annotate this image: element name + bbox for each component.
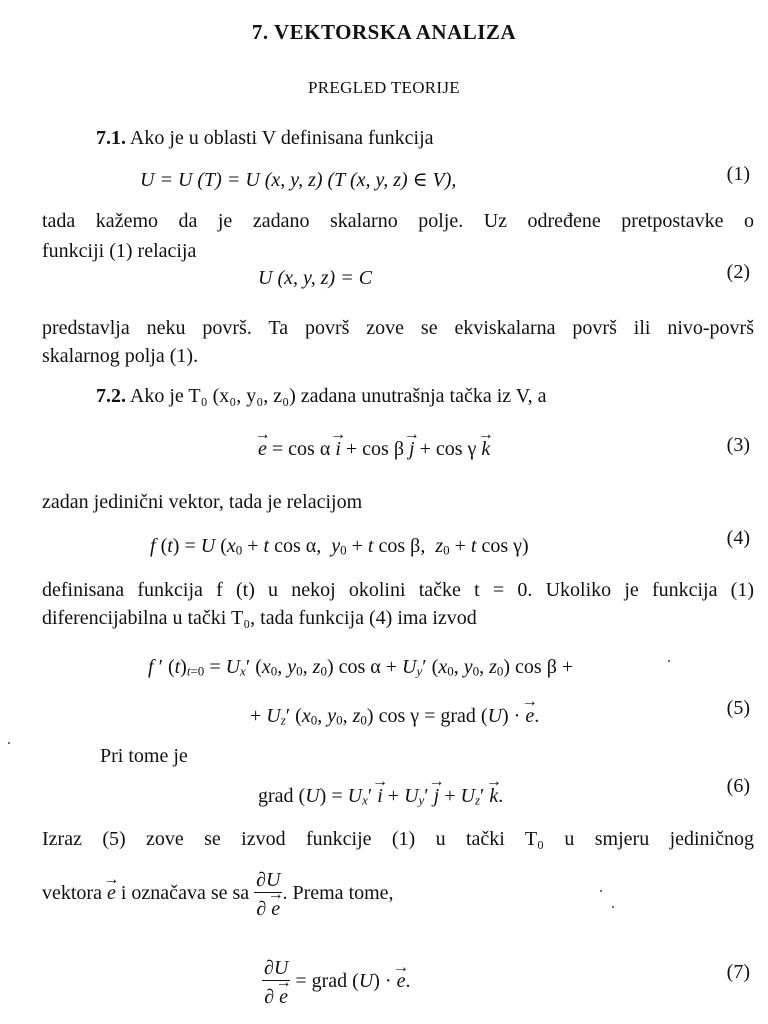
equation-number-4: (4) (726, 527, 750, 549)
paragraph-7-2-line-e: Izraz (5) zove se izvod funkcije (1) u tački T₀ u smjeru jediničnog (42, 828, 754, 850)
equation-number-6: (6) (726, 775, 750, 797)
scan-speck (600, 890, 602, 892)
paragraph-7-2-line-d: Pri tome je (100, 745, 188, 767)
text-oznacava: i označava se sa (120, 882, 250, 905)
equation-1: U = U (T) = U (x, y, z) (T (x, y, z) ∈ V), (140, 169, 457, 191)
paragraph-7-2-line-b: definisana funkcija f (t) u nekoj okolini tačke t = 0. Ukoliko je funkcija (1) (42, 579, 754, 601)
fraction-dU-de: $\frac{\partial U}{\partial \to e}$ (254, 868, 282, 921)
text-vektora: vektora (42, 882, 102, 905)
scan-speck (668, 660, 670, 662)
equation-number-2: (2) (726, 261, 750, 283)
paragraph-7-1-line-b: funkciji (1) relacija (42, 240, 197, 262)
scan-speck (8, 742, 10, 744)
scan-speck (612, 906, 614, 908)
paragraph-7-1-line-c: predstavlja neku površ. Ta površ zove se ekviskalarna površ ili nivo-površ (42, 317, 754, 339)
chapter-title: 7. VEKTORSKA ANALIZA (251, 20, 517, 44)
paragraph-7-1-intro (96, 126, 434, 150)
vector-e-inline: → e (107, 881, 116, 905)
equation-3: → e = cos α → i + cos β → j + cos γ → k (258, 437, 490, 461)
equation-4: f (t) = U ($x_0 + t$ cos α, $y_0 + t$ cos β, $z_0 + t$ cos γ) (150, 535, 529, 558)
paragraph-7-2-line-c: diferencijabilna u tački T₀, tada funkcija (4) ima izvod (42, 607, 477, 629)
section-subtitle: PREGLED TEORIJE (308, 78, 460, 97)
equation-number-3: (3) (726, 434, 750, 456)
paragraph-7-2-intro (96, 384, 547, 408)
equation-2: U (x, y, z) = C (258, 267, 373, 289)
equation-5-line-1: f ′ $(t)_{t=0} = U_x'$ ($x_0$, $y_0$, $z_0$) $\cos \alpha + U_y'$ ($x_0$, $y_0$, $z_0$) cos β + (148, 656, 574, 679)
paragraph-7-2-line-f (42, 868, 394, 921)
equation-7: $\frac{\partial U}{\partial \to e}$ = grad (U) · → e. (262, 956, 410, 1009)
section-number-7-1: 7.1. (96, 127, 126, 149)
intro-7-2-text: Ako je T₀ (x₀, y₀, z₀) zadana unutrašnja tačka iz V, a (129, 385, 547, 407)
equation-number-5: (5) (726, 697, 750, 719)
paragraph-7-2-line-a: zadan jedinični vektor, tada je relacijom (42, 491, 363, 513)
equation-number-1: (1) (726, 163, 750, 185)
intro-7-1-text: Ako je u oblasti V definisana funkcija (129, 127, 434, 149)
equation-5-line-2: + $U_z'$ ($x_0$, $y_0$, $z_0$) cos γ = grad (U) · → e. (250, 704, 539, 728)
text-prema-tome: . Prema tome, (282, 882, 394, 905)
equation-number-7: (7) (726, 961, 750, 983)
paragraph-7-1-line-d: skalarnog polja (1). (42, 345, 199, 367)
paragraph-7-1-line-a: tada kažemo da je zadano skalarno polje. Uz određene pretpostavke o (42, 210, 754, 232)
section-number-7-2: 7.2. (96, 385, 126, 407)
equation-6: grad $(U) = U_x' \to i + U_y' \to j + U_z' \to k$. (258, 784, 503, 808)
